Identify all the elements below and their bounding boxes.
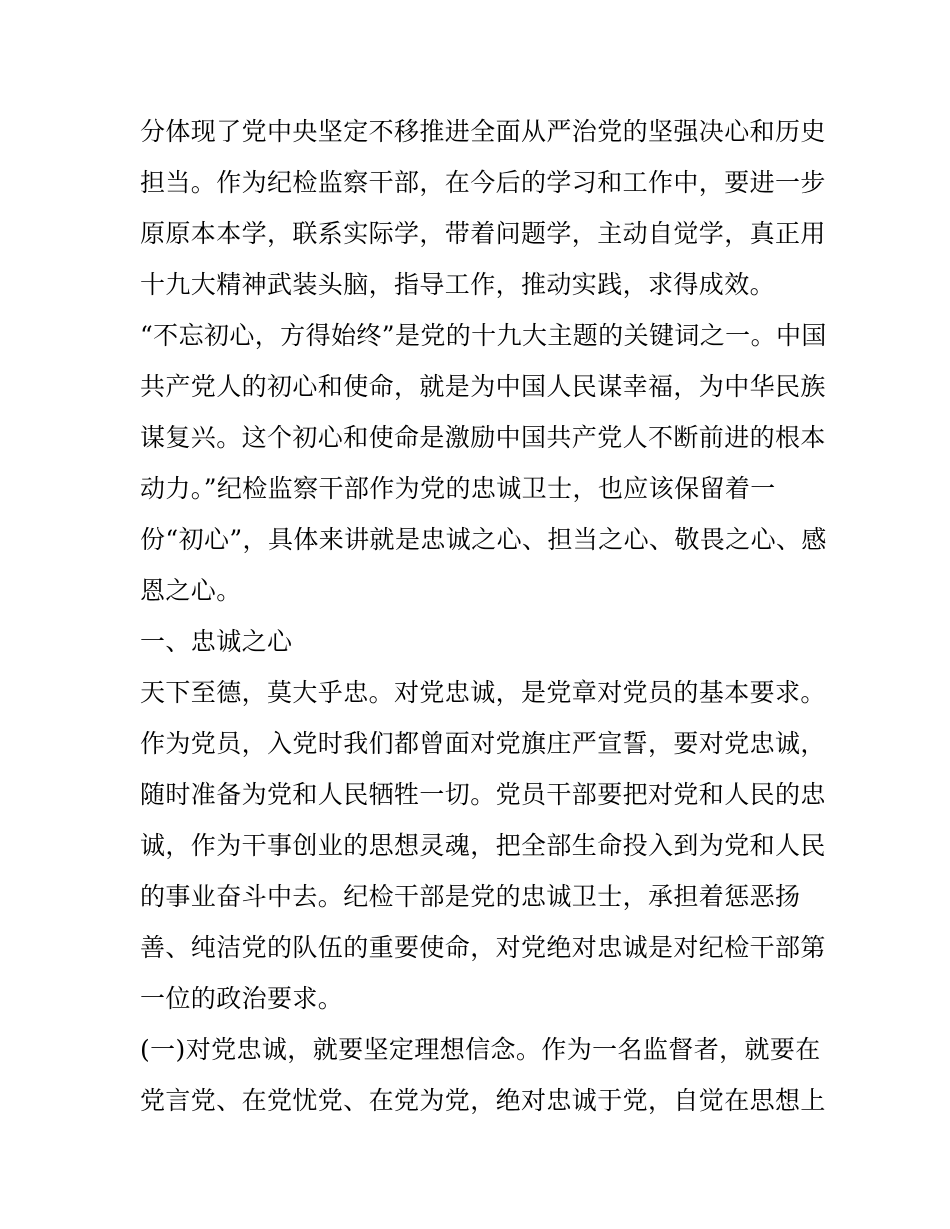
text-line: 诚，作为干事创业的思想灵魂，把全部生命投入到为党和人民 — [140, 831, 826, 860]
text-line: “不忘初心，方得始终”是党的十九大主题的关键词之一。中国 — [140, 321, 827, 350]
text-line: 担当。作为纪检监察干部，在今后的学习和工作中，要进一步 — [140, 168, 826, 197]
text-line: 党言党、在党忧党、在党为党，绝对忠诚于党，自觉在思想上 — [140, 1086, 826, 1115]
text-line: 一位的政治要求。 — [140, 984, 344, 1013]
text-line: 十九大精神武装头脑，指导工作，推动实践，求得成效。 — [140, 270, 776, 299]
text-line: 谋复兴。这个初心和使命是激励中国共产党人不断前进的根本 — [140, 423, 826, 452]
text-line: 善、纯洁党的队伍的重要使命，对党绝对忠诚是对纪检干部第 — [140, 933, 826, 962]
text-line: (一)对党忠诚，就要坚定理想信念。作为一名监督者，就要在 — [140, 1035, 821, 1064]
text-line: 恩之心。 — [140, 576, 242, 605]
text-line: 共产党人的初心和使命，就是为中国人民谋幸福，为中华民族 — [140, 372, 826, 401]
text-line: 的事业奋斗中去。纪检干部是党的忠诚卫士，承担着惩恶扬 — [140, 882, 801, 911]
section-heading: 一、忠诚之心 — [140, 627, 293, 656]
text-line: 作为党员，入党时我们都曾面对党旗庄严宣誓，要对党忠诚， — [140, 729, 826, 758]
text-line: 分体现了党中央坚定不移推进全面从严治党的坚强决心和历史 — [140, 117, 826, 146]
text-line: 天下至德，莫大乎忠。对党忠诚，是党章对党员的基本要求。 — [140, 678, 826, 707]
text-line: 原原本本学，联系实际学，带着问题学，主动自觉学，真正用 — [140, 219, 826, 248]
text-line: 动力。”纪检监察干部作为党的忠诚卫士，也应该保留着一 — [140, 474, 776, 503]
document-body — [140, 106, 830, 1126]
text-line: 份“初心”，具体来讲就是忠诚之心、担当之心、敬畏之心、感 — [140, 525, 827, 554]
text-line: 随时准备为党和人民牺牲一切。党员干部要把对党和人民的忠 — [140, 780, 826, 809]
